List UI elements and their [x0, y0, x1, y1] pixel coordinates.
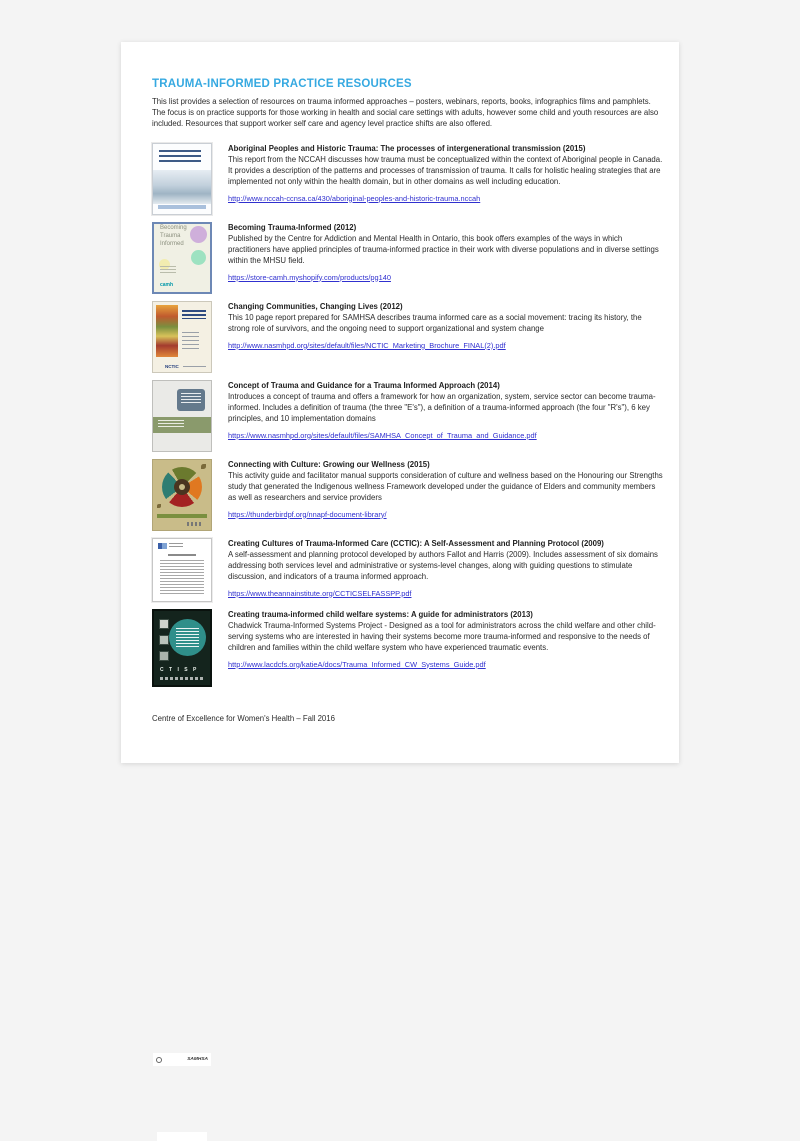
leaf-motif — [201, 464, 206, 469]
resource-entry-cctic-protocol — [152, 538, 665, 602]
cover-footer — [153, 1053, 211, 1066]
cover-word: Becoming — [160, 225, 187, 232]
resource-description: Chadwick Trauma-Informed Systems Project - Designed as a tool for administrators across the child welfare and other child-serving systems who are interested in having their systems become more trauma-informed and responsive to the needs of children and families within the child welfare system who have experienced traumatic events. — [228, 621, 656, 652]
footer-text-line — [160, 677, 204, 680]
resource-entry-connecting-with-culture — [152, 459, 665, 531]
olive-band — [153, 417, 211, 433]
medicine-wheel-cover-thumbnail — [152, 459, 212, 531]
logo-text-lines — [169, 543, 183, 548]
cover-text-lines — [182, 332, 199, 350]
nctic-logo: NCTIC — [165, 364, 179, 370]
publisher-mark-icon — [156, 1057, 162, 1063]
page-footer: Centre of Excellence for Women's Health – Fall 2016 — [152, 714, 335, 723]
resource-description: Introduces a concept of trauma and offers a framework for how an organization, system, service sector can become trauma-informed. Includes a definition of trauma (the three "E's"), a definition of a trauma-informed approach (the four "R's"), 6 key principles, and 10 implementation domains — [228, 392, 656, 423]
resource-link[interactable]: http://www.nasmhpd.org/sites/default/files/NCTIC_Marketing_Brochure_FINAL(2).pdf — [228, 340, 506, 350]
resource-title: Connecting with Culture: Growing our Wellness (2015) — [228, 460, 430, 470]
resource-link[interactable]: http://www.nccah-ccnsa.ca/430/aboriginal-peoples-and-historic-trauma.nccah — [228, 193, 481, 203]
cover-footer — [157, 1132, 207, 1141]
resource-title: Changing Communities, Changing Lives (2012) — [228, 302, 403, 312]
document-text-lines — [160, 560, 204, 595]
resource-entry-becoming-trauma-informed — [152, 222, 665, 294]
resource-title: Aboriginal Peoples and Historic Trauma: The processes of intergenerational transmission (2015) — [228, 144, 586, 154]
band-text-lines — [158, 420, 184, 429]
document-page-thumbnail — [152, 538, 212, 602]
resource-link[interactable]: https://store-camh.myshopify.com/products/pg140 — [228, 272, 391, 282]
resource-link[interactable]: https://thunderbirdpf.org/nnapf-document-library/ — [228, 509, 387, 519]
resource-description: This activity guide and facilitator manual supports consideration of culture and wellness based on the Honouring our Strengths study that generated the Indigenous wellness Framework developed under the guidance of Elders and community members as well as researchers and service providers — [228, 471, 663, 502]
cover-word: Trauma — [160, 233, 181, 240]
intro-paragraph: This list provides a selection of resources on trauma informed approaches – posters, webinars, reports, books, infographics films and pamphlets. The focus is on practice supports for those working in health and social care settings with adults, however some child and youth resources are also included. Resources that support worker self care and agency level practice shifts are also offered. — [152, 97, 659, 128]
watercolor-art-strip — [156, 305, 178, 357]
resource-entry-changing-communities — [152, 301, 665, 373]
book-cover-thumbnail — [152, 222, 212, 294]
cover-mountain-image — [153, 170, 211, 204]
resource-link[interactable]: https://www.theannainstitute.org/CCTICSELFASSPP.pdf — [228, 588, 412, 598]
brochure-cover-thumbnail — [152, 301, 212, 373]
resource-entry-child-welfare-guide — [152, 609, 665, 687]
resource-entry-aboriginal-historic-trauma — [152, 143, 665, 215]
cover-small-text-lines — [160, 266, 176, 274]
leaf-motif — [157, 504, 161, 508]
ctisp-logo: C T I S P — [160, 667, 199, 674]
samhsa-logo: SAMHSA — [187, 1057, 208, 1063]
resource-description: This 10 page report prepared for SAMHSA describes trauma informed care as a social movement: tracing its history, the strong role of survivors, and the ongoing need to support organizational and system change — [228, 313, 642, 333]
document-sheet — [121, 42, 679, 1063]
cover-photo-square — [159, 619, 169, 629]
resource-title: Becoming Trauma-Informed (2012) — [228, 223, 357, 233]
resource-link[interactable]: http://www.lacdcfs.org/katieA/docs/Trauma_Informed_CW_Systems_Guide.pdf — [228, 659, 486, 669]
cover-title-lines — [181, 393, 201, 405]
cover-title-lines — [182, 310, 206, 319]
footer-logo-marks — [187, 522, 203, 526]
circle-title-lines — [176, 628, 199, 648]
cover-word: Informed — [160, 241, 184, 248]
resource-description: This report from the NCCAH discusses how trauma must be conceptualized within the context of Aboriginal people in Canada. It provides a description of the patterns and processes of transmission of trauma. It calls for holistic healing strategies that are implemented not only within the health domain, but in other domains as well including education. — [228, 155, 663, 186]
institute-logo-icon — [158, 543, 167, 549]
document-title-line — [168, 554, 196, 556]
cover-photo-square — [159, 651, 169, 661]
resource-title: Concept of Trauma and Guidance for a Trauma Informed Approach (2014) — [228, 381, 500, 391]
page-title: TRAUMA-INFORMED PRACTICE RESOURCES — [152, 78, 412, 90]
resource-description: A self-assessment and planning protocol developed by authors Fallot and Harris (2009). Includes assessment of six domains addressing both services level and administrative or systems-level changes, along with guiding questions to stimulate discussion, and indicators of a trauma informed approach. — [228, 550, 658, 581]
camh-logo: camh — [160, 282, 174, 289]
resource-link[interactable]: https://www.nasmhpd.org/sites/default/files/SAMHSA_Concept_of_Trauma_and_Guidance.pdf — [228, 430, 537, 440]
dark-cover-thumbnail — [152, 609, 212, 687]
cover-title-box — [177, 389, 205, 411]
resource-title: Creating Cultures of Trauma-Informed Care (CCTIC): A Self-Assessment and Planning Protocol (2009) — [228, 539, 604, 549]
cover-footer-band — [158, 205, 206, 209]
resource-title: Creating trauma-informed child welfare systems: A guide for administrators (2013) — [228, 610, 533, 620]
report-cover-thumbnail — [152, 143, 212, 215]
green-strip — [157, 514, 207, 518]
teal-title-circle — [169, 619, 206, 656]
resource-description: Published by the Centre for Addiction and Mental Health in Ontario, this book offers examples of the ways in which practitioners have applied principles of trauma-informed practice in their work with diverse populations and in diverse settings within the MHSU field. — [228, 234, 659, 265]
logo-text-line — [183, 366, 206, 369]
cover-photo-square — [159, 635, 169, 645]
pastel-circle — [191, 250, 206, 265]
cover-title-lines — [159, 150, 201, 163]
